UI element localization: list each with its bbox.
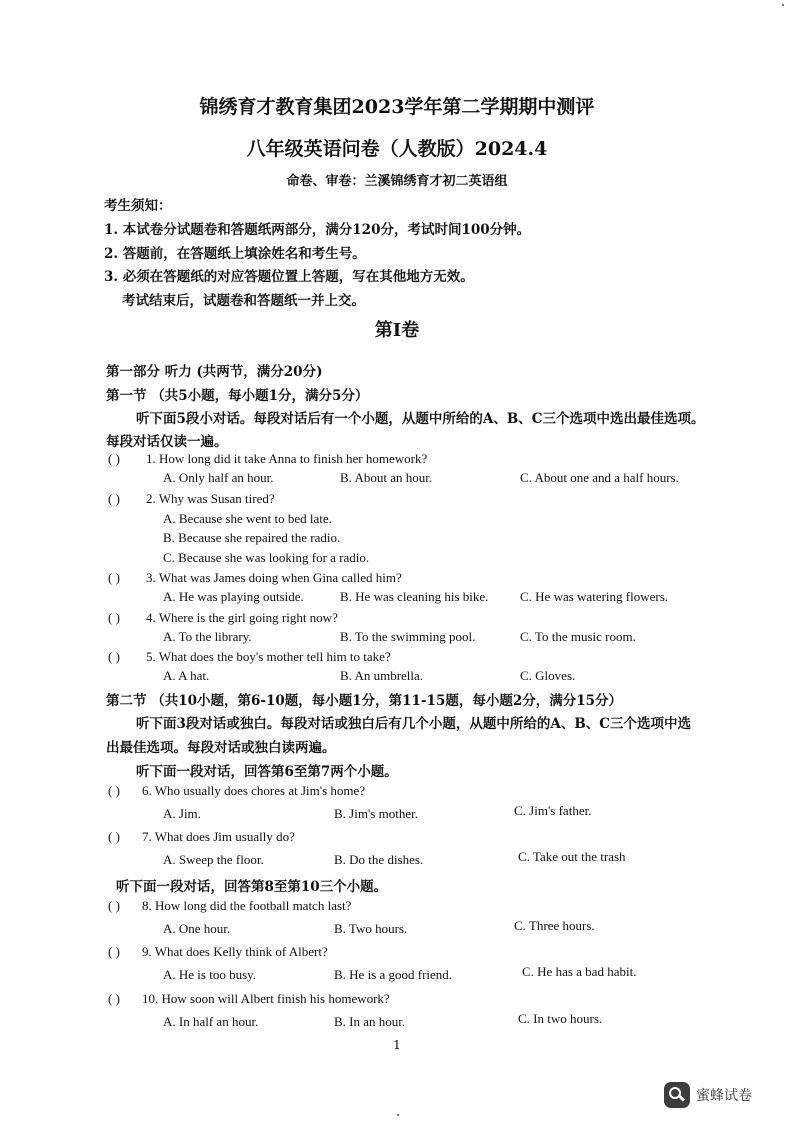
question-stem: 6. Who usually does chores at Jim's home? bbox=[142, 783, 366, 798]
option-c: C. Jim's father. bbox=[514, 803, 592, 818]
answer-bracket[interactable]: ( ) bbox=[108, 649, 120, 664]
section2-instruction-1: 听下面3段对话或独白。每段对话或独白后有几个小题，从题中所给的A、B、C三个选项中选 bbox=[136, 716, 692, 732]
exam-title-line2: 八年级英语问卷（人教版）2024.4 bbox=[246, 138, 548, 160]
page-number: 1 bbox=[393, 1038, 401, 1052]
section2-sub-instruction-1: 听下面一段对话，回答第6至第7两个小题。 bbox=[136, 764, 398, 780]
answer-bracket[interactable]: ( ) bbox=[108, 898, 120, 913]
option-b: B. He was cleaning his bike. bbox=[340, 589, 489, 604]
option-b: B. In an hour. bbox=[334, 1014, 406, 1029]
option-c: C. He has a bad habit. bbox=[522, 964, 637, 979]
answer-bracket[interactable]: ( ) bbox=[108, 829, 120, 844]
option-b: B. Two hours. bbox=[334, 921, 408, 936]
section1-instruction-2: 每段对话仅读一遍。 bbox=[106, 434, 228, 450]
question-stem: 4. Where is the girl going right now? bbox=[146, 610, 338, 625]
watermark-text: 蜜蜂试卷 bbox=[696, 1088, 752, 1104]
option-a: A. One hour. bbox=[163, 921, 231, 936]
answer-bracket[interactable]: ( ) bbox=[108, 610, 120, 625]
notice-item-3: 3. 必须在答题纸的对应答题位置上答题，写在其他地方无效。 bbox=[104, 269, 474, 285]
section2-sub-instruction-2: 听下面一段对话，回答第8至第10三个小题。 bbox=[116, 879, 388, 895]
option-a: A. He was playing outside. bbox=[163, 589, 304, 604]
option-b: B. Do the dishes. bbox=[334, 852, 424, 867]
section1-instruction-1: 听下面5段小对话。每段对话后有一个小题，从题中所给的A、B、C三个选项中选出最佳选项。 bbox=[136, 411, 705, 427]
option-b: B. About an hour. bbox=[340, 470, 433, 485]
exam-title-line1: 锦绣育才教育集团2023学年第二学期期中测评 bbox=[199, 96, 595, 118]
volume-title: 第I卷 bbox=[374, 320, 420, 341]
option-c: C. Because she was looking for a radio. bbox=[163, 550, 370, 565]
option-a: A. To the library. bbox=[163, 629, 252, 644]
question-stem: 8. How long did the football match last? bbox=[142, 898, 352, 913]
section1-heading: 第一节 （共5小题，每小题1分，满分5分） bbox=[106, 388, 369, 404]
answer-bracket[interactable]: ( ) bbox=[108, 570, 120, 585]
option-c: C. In two hours. bbox=[518, 1011, 603, 1026]
section2-instruction-2: 出最佳选项。每段对话或独白读两遍。 bbox=[106, 740, 336, 756]
search-magnifier-icon bbox=[664, 1082, 690, 1108]
scan-speck bbox=[782, 4, 784, 6]
option-c: C. Gloves. bbox=[520, 668, 576, 683]
option-a: A. A hat. bbox=[163, 668, 210, 683]
option-b: B. To the swimming pool. bbox=[340, 629, 476, 644]
answer-bracket[interactable]: ( ) bbox=[108, 991, 120, 1006]
answer-bracket[interactable]: ( ) bbox=[108, 783, 120, 798]
notice-item-4: 考试结束后，试题卷和答题纸一并上交。 bbox=[122, 293, 365, 309]
option-a: A. Only half an hour. bbox=[163, 470, 274, 485]
option-a: A. Sweep the floor. bbox=[163, 852, 264, 867]
watermark-logo bbox=[664, 1078, 772, 1112]
question-stem: 9. What does Kelly think of Albert? bbox=[142, 944, 328, 959]
notice-item-1: 1. 本试卷分试题卷和答题纸两部分，满分120分，考试时间100分钟。 bbox=[104, 222, 531, 238]
answer-bracket[interactable]: ( ) bbox=[108, 944, 120, 959]
option-b: B. Because she repaired the radio. bbox=[163, 530, 341, 545]
question-stem: 7. What does Jim usually do? bbox=[142, 829, 295, 844]
option-c: C. Take out the trash bbox=[518, 849, 626, 864]
question-stem: 2. Why was Susan tired? bbox=[146, 491, 275, 506]
option-c: C. He was watering flowers. bbox=[520, 589, 669, 604]
option-c: C. About one and a half hours. bbox=[520, 470, 679, 485]
option-c: C. To the music room. bbox=[520, 629, 636, 644]
option-a: A. Because she went to bed late. bbox=[163, 511, 332, 526]
scan-speck bbox=[397, 1114, 399, 1116]
option-a: A. In half an hour. bbox=[163, 1014, 259, 1029]
option-c: C. Three hours. bbox=[514, 918, 595, 933]
option-b: B. An umbrella. bbox=[340, 668, 424, 683]
section2-heading: 第二节 （共10小题，第6-10题，每小题1分，第11-15题，每小题2分，满分15分） bbox=[106, 693, 623, 709]
notice-heading: 考生须知： bbox=[104, 198, 172, 214]
question-stem: 3. What was James doing when Gina called him? bbox=[146, 570, 402, 585]
option-a: A. Jim. bbox=[163, 806, 201, 821]
exam-authors: 命卷、审卷：兰溪锦绣育才初二英语组 bbox=[286, 174, 508, 189]
notice-item-2: 2. 答题前，在答题纸上填涂姓名和考生号。 bbox=[104, 246, 366, 262]
option-a: A. He is too busy. bbox=[163, 967, 257, 982]
option-b: B. He is a good friend. bbox=[334, 967, 453, 982]
question-stem: 5. What does the boy's mother tell him to take? bbox=[146, 649, 391, 664]
answer-bracket[interactable]: ( ) bbox=[108, 491, 120, 506]
option-b: B. Jim's mother. bbox=[334, 806, 418, 821]
question-stem: 1. How long did it take Anna to finish her homework? bbox=[146, 451, 428, 466]
part1-heading: 第一部分 听力 (共两节，满分20分) bbox=[106, 364, 323, 380]
answer-bracket[interactable]: ( ) bbox=[108, 451, 120, 466]
question-stem: 10. How soon will Albert finish his homework? bbox=[142, 991, 390, 1006]
